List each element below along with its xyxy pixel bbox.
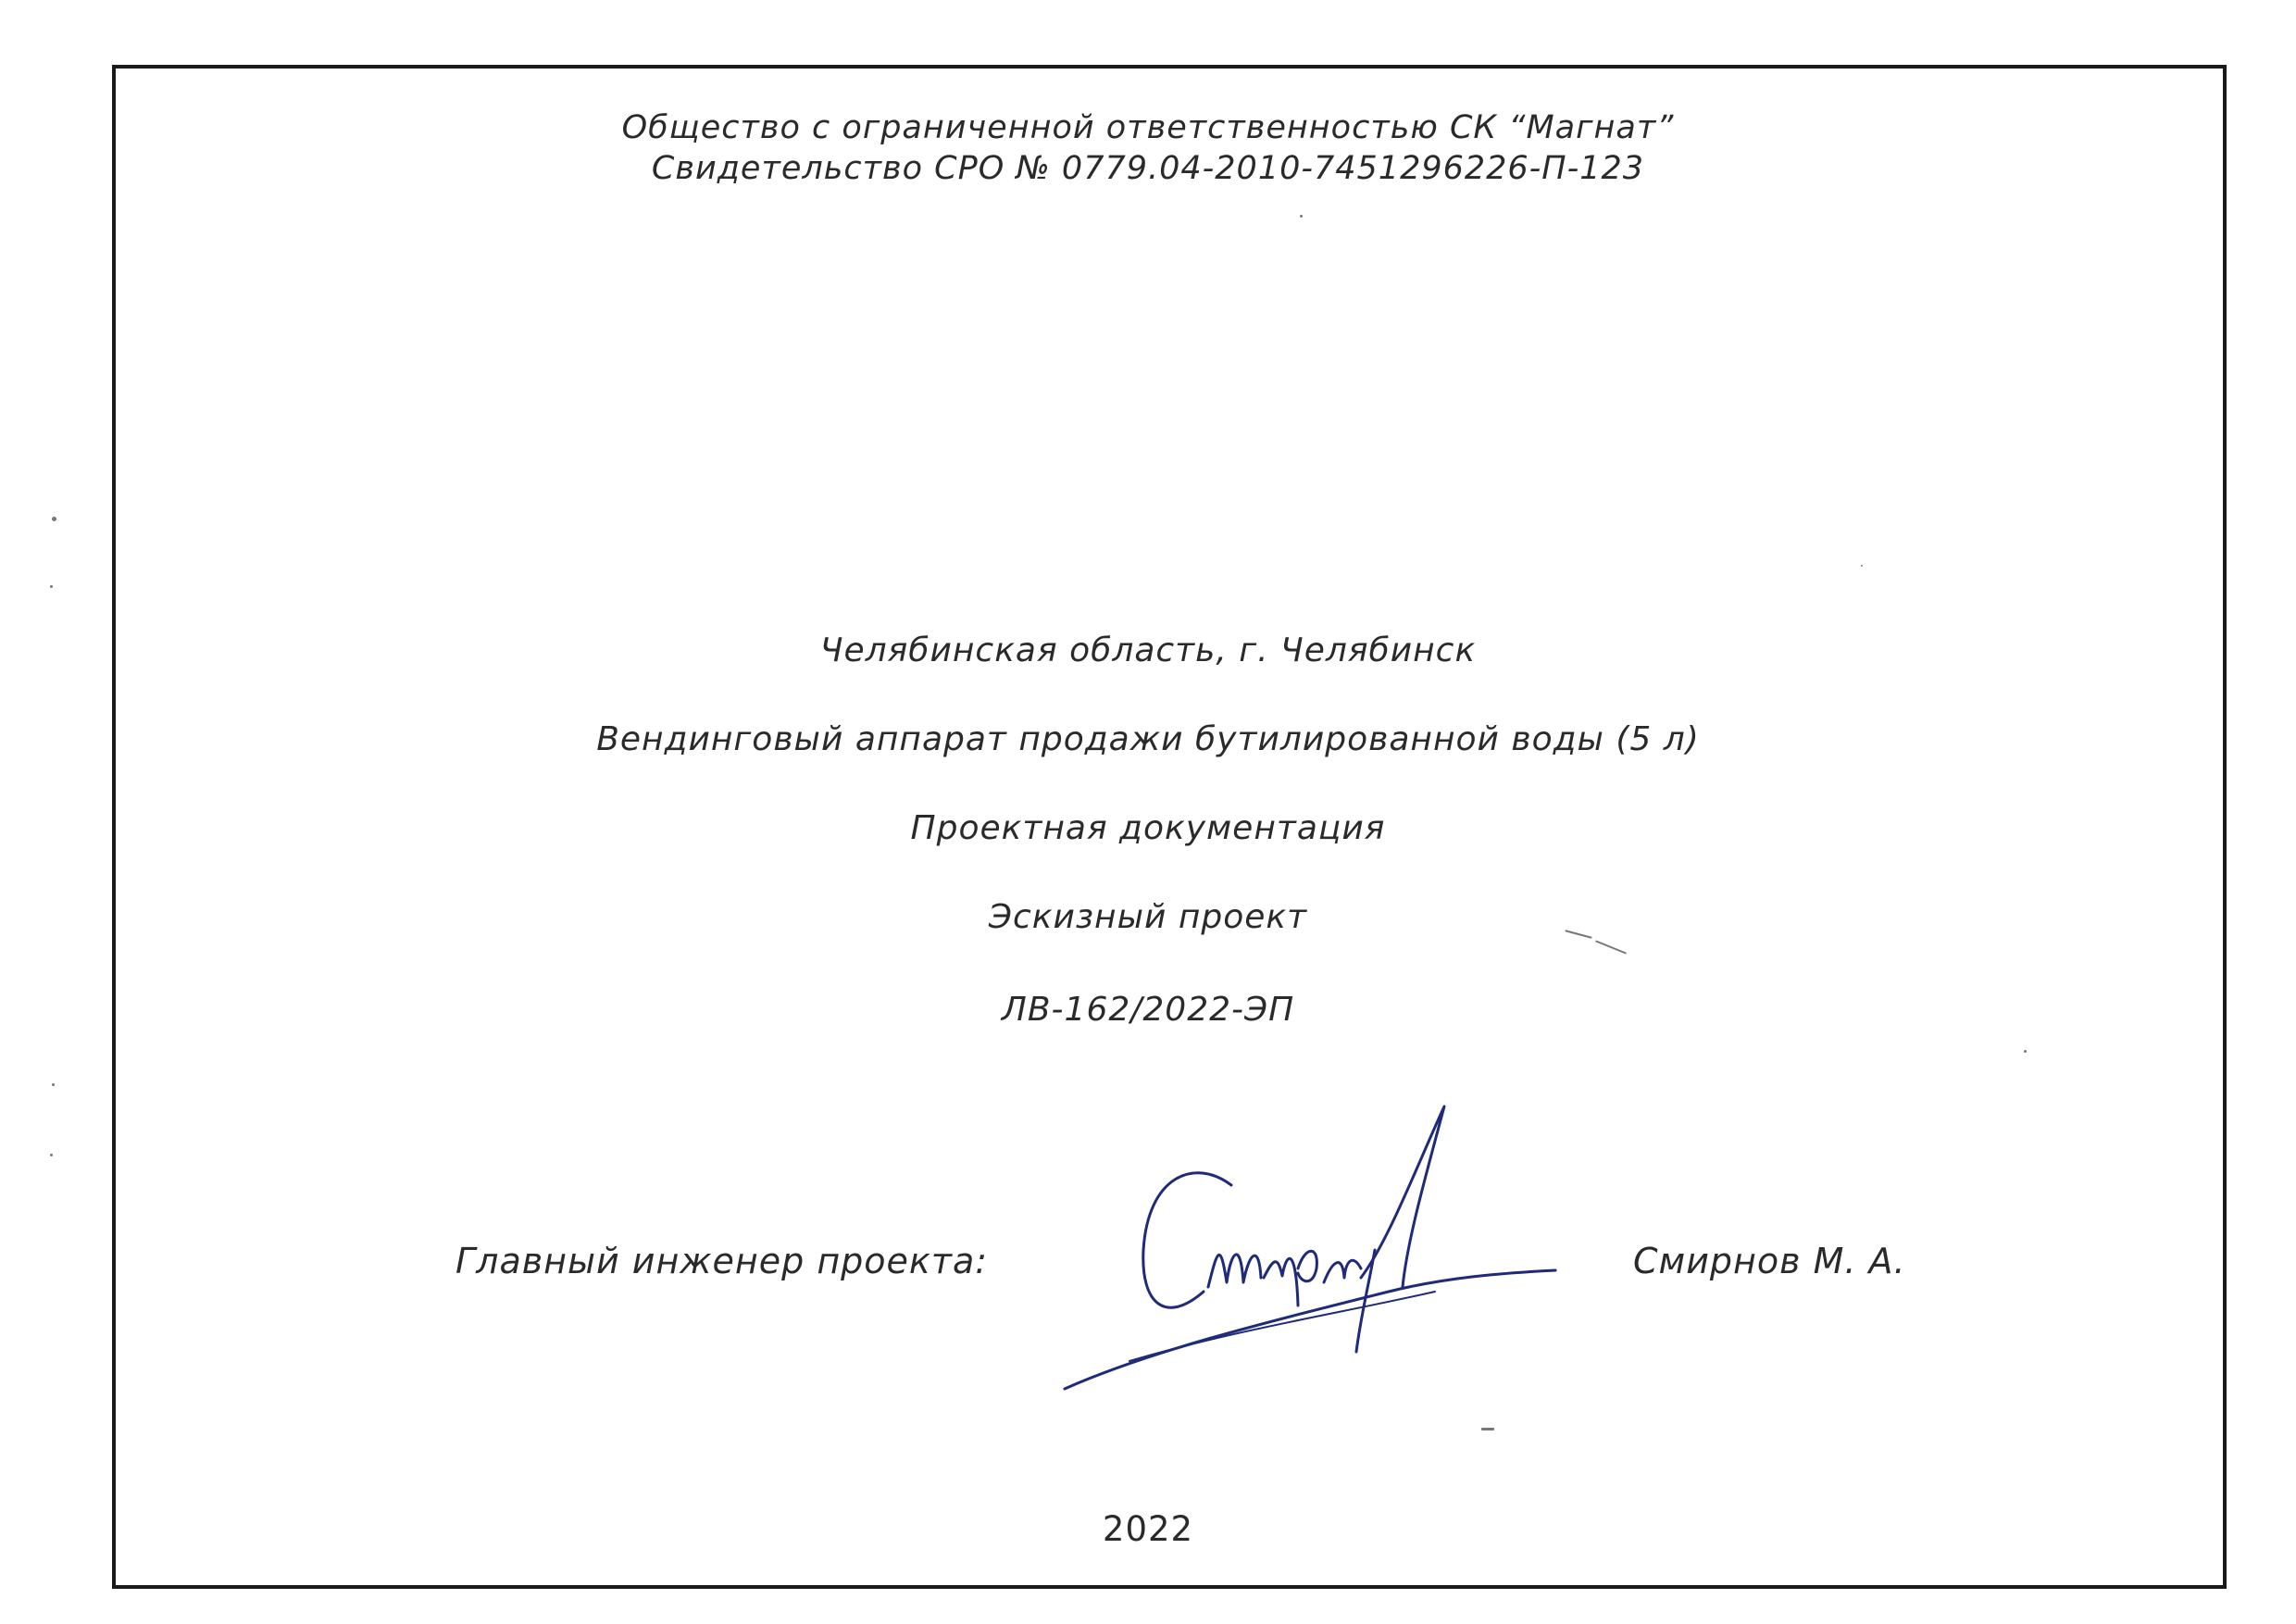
year: 2022: [1102, 1509, 1194, 1549]
chief-engineer-name: Смирнов М. А.: [1633, 1241, 1906, 1281]
project-stage: Эскизный проект: [988, 898, 1308, 936]
location: Челябинская область, г. Челябинск: [819, 631, 1477, 669]
object-title: Вендинговый аппарат продажи бутилированной воды (5 л): [596, 720, 1700, 758]
document-type: Проектная документация: [910, 809, 1386, 847]
sro-certificate: Свидетельство СРО № 0779.04-2010-7451296226-П-123: [651, 150, 1645, 187]
document-code: ЛВ-162/2022-ЭП: [1001, 991, 1295, 1029]
company-name: Общество с ограниченной ответственностью СК “Магнат”: [621, 109, 1675, 146]
chief-engineer-label: Главный инженер проекта:: [455, 1241, 989, 1281]
handwritten-signature: [1055, 1093, 1611, 1407]
